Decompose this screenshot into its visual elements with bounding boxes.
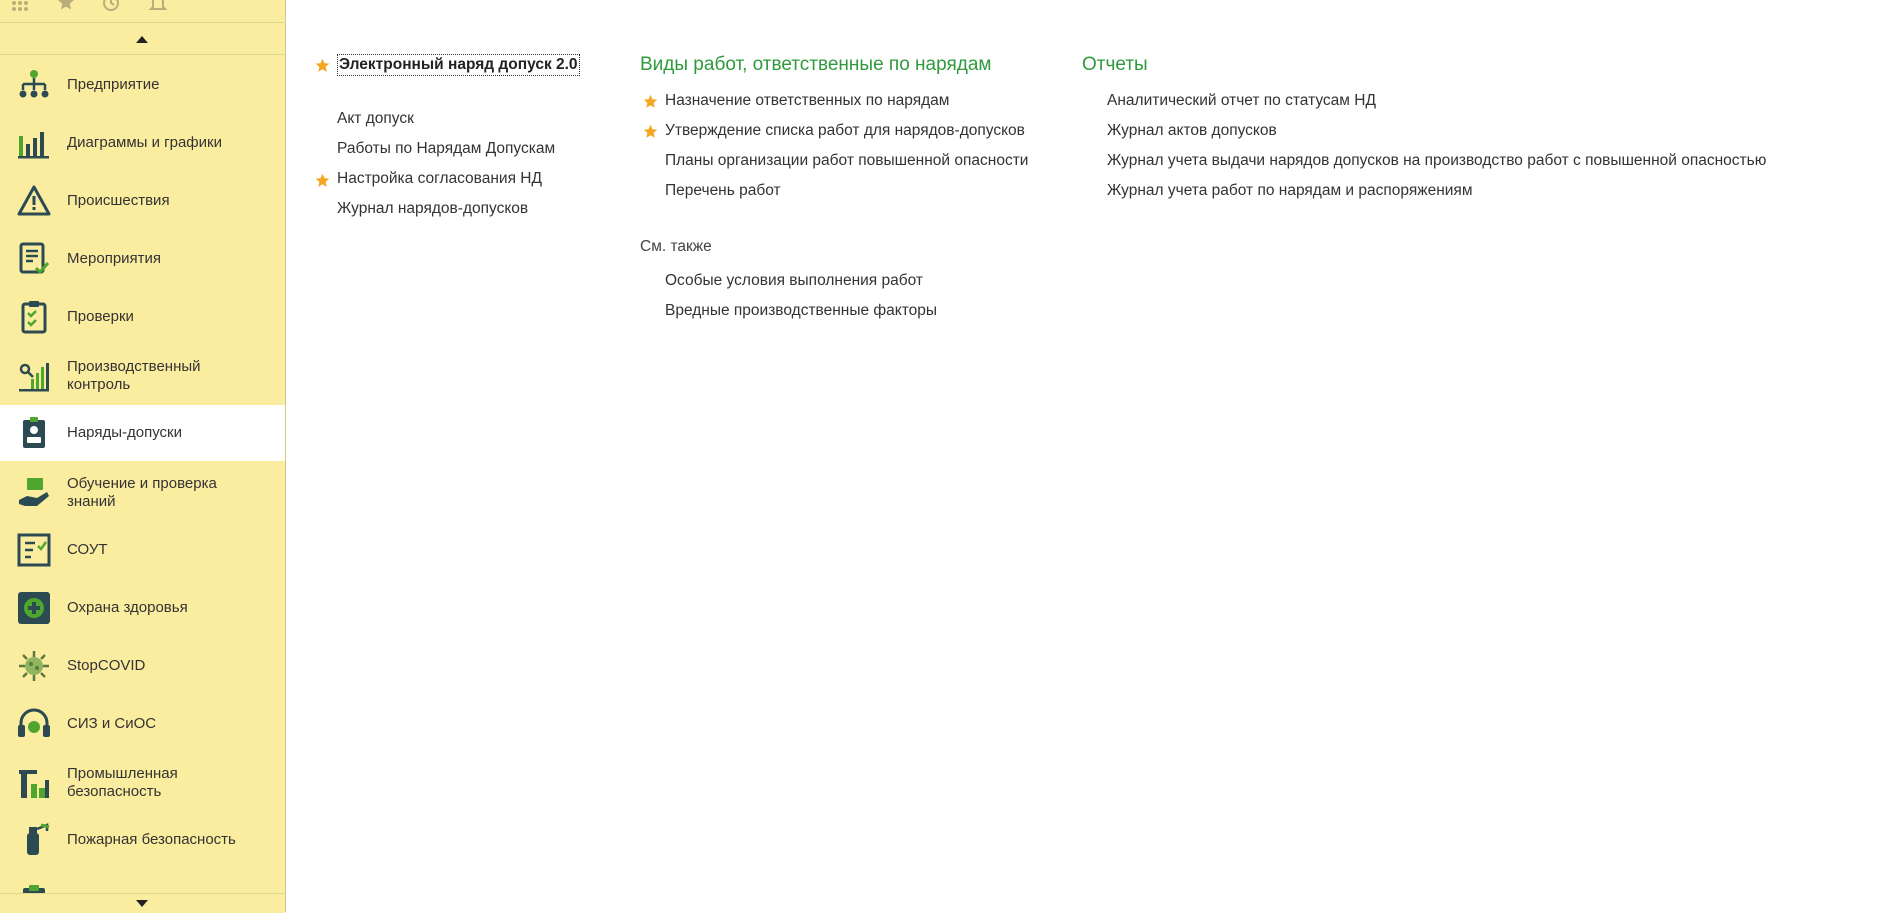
warning-triangle-icon [17,184,51,218]
sidebar-item-label: Наряды-допуски [67,424,267,442]
production-chart-icon [17,359,51,393]
top-toolbar [0,0,286,23]
sidebar-item-label: СОУТ [67,541,267,559]
training-hand-icon [17,476,51,510]
link-approve-work-list[interactable]: Утверждение списка работ для нарядов-допусков [665,121,1025,141]
org-structure-icon [17,68,51,102]
sidebar-item-label: Проверки [67,308,267,326]
sidebar-item-inspections[interactable] [0,294,285,340]
sidebar-item-diagrams[interactable] [0,120,285,166]
reports-heading: Отчеты [1082,53,1148,77]
see-also-heading: См. также [640,237,712,257]
sections-sidebar [0,0,286,912]
notifications-bell-icon[interactable] [148,0,168,12]
virus-icon [17,649,51,683]
sidebar-item-ppe[interactable] [0,701,285,747]
sidebar-item-work-permits[interactable] [0,405,285,461]
link-electronic-permit[interactable]: Электронный наряд допуск 2.0 [337,54,580,76]
apps-grid-icon[interactable] [10,0,30,12]
sidebar-item-label: Охрана здоровья [67,599,267,617]
headset-ppe-icon [17,707,51,741]
link-permit-works[interactable]: Работы по Нарядам Допускам [337,139,555,159]
link-acts-journal[interactable]: Журнал актов допусков [1107,121,1277,141]
link-assign-responsible[interactable]: Назначение ответственных по нарядам [665,91,949,111]
link-approval-settings[interactable]: Настройка согласования НД [337,169,542,189]
sidebar-item-label: Предприятие [67,76,267,94]
sidebar-item-production-control[interactable] [0,352,285,400]
clipboard-check-icon [17,300,51,334]
favorite-star-icon[interactable] [315,173,330,188]
sidebar-item-health[interactable] [0,585,285,631]
clipboard-icon [17,884,51,893]
sidebar-item-label: Обучение и проверка знаний [67,475,267,511]
link-works-orders-journal[interactable]: Журнал учета работ по нарядам и распоряжениям [1107,181,1472,201]
section-content [287,0,1893,912]
link-special-conditions[interactable]: Особые условия выполнения работ [665,271,923,291]
chevron-down-icon [135,899,149,908]
sidebar-item-label: Диаграммы и графики [67,134,267,152]
chevron-up-icon [135,35,149,44]
favorite-star-icon[interactable] [643,94,658,109]
link-analytic-report[interactable]: Аналитический отчет по статусам НД [1107,91,1376,111]
sidebar-item-label: Пожарная безопасность [67,831,267,849]
sidebar-item-stopcovid[interactable] [0,643,285,689]
sidebar-item-label: StopCOVID [67,657,267,675]
link-harmful-factors[interactable]: Вредные производственные факторы [665,301,937,321]
sidebar-item-sout[interactable] [0,527,285,573]
health-cross-icon [17,591,51,625]
sidebar-item-training[interactable] [0,469,285,517]
sidebar-item-label: Производственный контроль [67,358,267,394]
favorite-star-icon[interactable] [315,58,330,73]
sidebar-item-label: Происшествия [67,192,267,210]
fire-extinguisher-icon [17,823,51,857]
link-work-list[interactable]: Перечень работ [665,181,781,201]
sidebar-item-fire-safety[interactable] [0,817,285,863]
link-act-permit[interactable]: Акт допуск [337,109,414,129]
industrial-safety-icon [17,766,51,800]
checklist-document-icon [17,242,51,276]
sidebar-item-incidents[interactable] [0,178,285,224]
link-permit-journal[interactable]: Журнал нарядов-допусков [337,199,528,219]
bar-chart-icon [17,126,51,160]
favorite-star-icon[interactable] [643,124,658,139]
scroll-down-button[interactable] [0,893,285,913]
history-icon[interactable] [101,0,121,12]
checklist-board-icon [17,533,51,567]
sidebar-item-industrial-safety[interactable] [0,759,285,807]
sidebar-item-label: Промышленная безопасность [67,765,267,801]
link-hazard-work-plans[interactable]: Планы организации работ повышенной опасности [665,151,1028,171]
sidebar-item-predpriyatie[interactable] [0,62,285,108]
sidebar-item-label: СИЗ и СиОС [67,715,267,733]
sidebar-item-partial[interactable] [0,875,285,893]
group-heading: Виды работ, ответственные по нарядам [640,53,991,77]
favorites-star-icon[interactable] [56,0,76,12]
scroll-up-button[interactable] [0,24,285,55]
link-permits-issue-journal[interactable]: Журнал учета выдачи нарядов допусков на производство работ с повышенной опасностью [1107,151,1766,171]
sidebar-item-label: Мероприятия [67,250,267,268]
sidebar-item-events[interactable] [0,236,285,282]
work-permit-badge-icon [17,416,51,450]
